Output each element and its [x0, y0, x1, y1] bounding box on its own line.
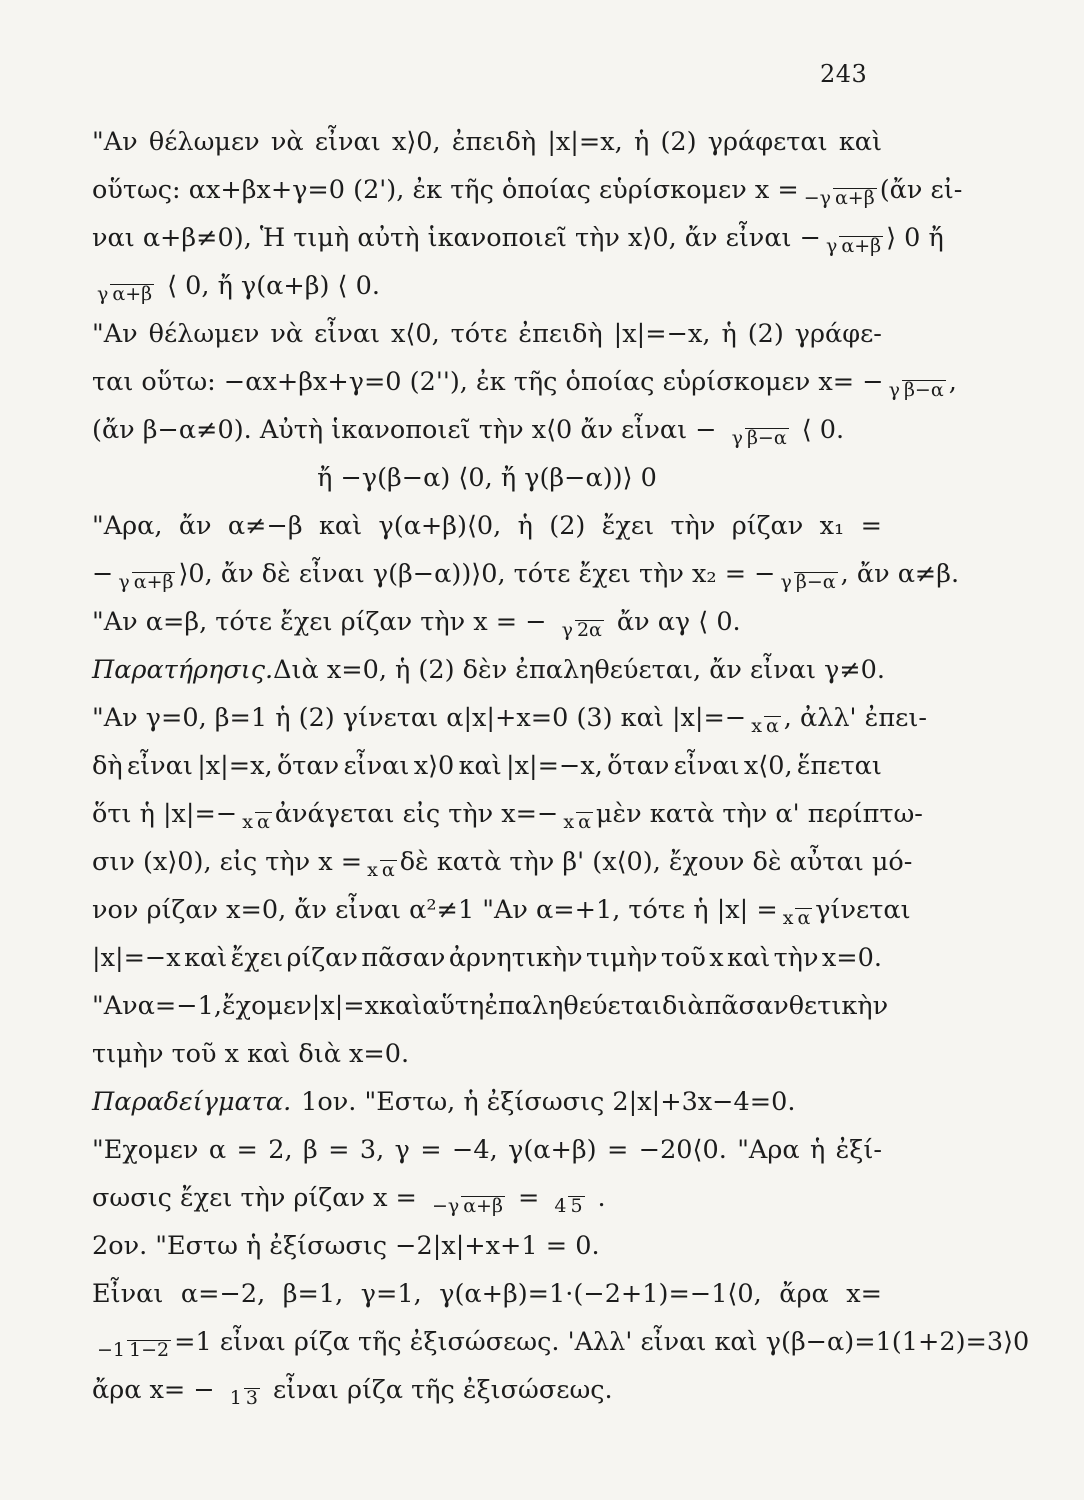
fraction	[560, 620, 604, 641]
text-run: , ἄν α≠β.	[840, 559, 960, 589]
text-run: ⟨ 0, ἤ γ(α+β) ⟨ 0.	[167, 271, 380, 301]
word: διὰ	[662, 991, 705, 1021]
word: θέλωμεν	[148, 319, 260, 349]
fraction	[781, 908, 813, 929]
fraction-numerator: γ	[561, 619, 573, 641]
text-line	[92, 1366, 882, 1414]
word: γ	[394, 1135, 410, 1165]
word: γ(α+β)	[508, 1135, 597, 1165]
fraction	[95, 284, 154, 305]
fraction	[779, 572, 838, 593]
word: καὶ	[838, 127, 882, 157]
word: εἶναι	[126, 751, 193, 781]
word: δὴ	[92, 751, 123, 781]
word: Εἶναι	[92, 1279, 164, 1309]
text-run: =1 εἶναι ρίζα τῆς ἐξισώσεως. 'Αλλ' εἶναι καὶ γ(β−α)=1(1+2)=3⟩0	[174, 1327, 1030, 1357]
fraction-denominator: α	[797, 907, 811, 929]
fraction-denominator: 5	[570, 1195, 583, 1217]
text-run: =	[517, 1183, 540, 1213]
fraction-denominator: β−α	[903, 379, 944, 401]
word: τιμὴν	[586, 943, 658, 973]
word: "Αν	[92, 991, 138, 1021]
text-run: ἤ −γ(β−α) ⟨0, ἤ γ(β−α))⟩ 0	[317, 463, 657, 493]
fraction-denominator: α+β	[112, 283, 153, 305]
text-run: σωσις ἔχει τὴν ρίζαν x =	[92, 1183, 417, 1213]
word: αὕτη	[422, 991, 485, 1021]
word: α=−2,	[180, 1279, 266, 1309]
fraction-numerator: x	[242, 811, 253, 833]
fraction-numerator: x	[782, 907, 794, 929]
text-line	[92, 262, 882, 310]
text-run: 1ον. "Εστω, ἡ ἐξίσωσις 2|x|+3x−4=0.	[301, 1087, 796, 1117]
fraction-denominator: α+β	[834, 187, 875, 209]
text-run: ἄρα x= −	[92, 1375, 215, 1405]
text-run	[92, 1126, 882, 1174]
word: θέλωμεν	[148, 127, 260, 157]
text-line	[92, 598, 882, 646]
text-line	[92, 1078, 882, 1126]
text-run	[92, 982, 889, 1030]
fraction	[95, 1340, 171, 1361]
word: "Εχομεν	[92, 1135, 199, 1165]
text-run: μὲν κατὰ τὴν α' περίπτω-	[595, 799, 923, 829]
text-run: ἀνάγεται εἰς τὴν x=−	[274, 799, 559, 829]
text-run	[92, 502, 882, 550]
fraction	[552, 1196, 584, 1217]
word: α=−1,	[137, 991, 222, 1021]
text-run: "Αν α=β, τότε ἔχει ρίζαν τὴν x = −	[92, 607, 547, 637]
text-run	[92, 934, 882, 982]
fraction-numerator: γ	[826, 235, 838, 257]
text-run: ναι α+β≠0), Ἡ τιμὴ αὐτὴ ἱκανοποιεῖ τὴν x⟩0, ἄν εἶναι −	[92, 223, 822, 253]
text-run: ,	[948, 367, 957, 397]
text-line	[92, 982, 889, 1030]
text-run: ⟩0, ἄν δὲ εἶναι γ(β−α))⟩0, τότε ἔχει τὴν x₂ = −	[178, 559, 776, 589]
word: γράφε-	[794, 319, 882, 349]
text-line	[92, 358, 957, 406]
word: |x|=−x	[92, 943, 181, 973]
text-line	[92, 646, 886, 694]
fraction	[561, 812, 593, 833]
text-line	[92, 742, 882, 790]
word: γράφεται	[707, 127, 828, 157]
text-line	[92, 1222, 882, 1270]
text-line	[92, 790, 923, 838]
word: |x|=−x,	[613, 319, 711, 349]
word: α	[208, 1135, 227, 1165]
word: καὶ	[458, 751, 502, 781]
word: ἀρνητικὴν	[448, 943, 583, 973]
fraction-denominator: α+β	[463, 1195, 503, 1217]
fraction-denominator: α	[578, 811, 591, 833]
word: καὶ	[379, 991, 423, 1021]
text-line	[92, 886, 911, 934]
fraction-denominator: 1−2	[129, 1339, 170, 1361]
word: ἡ	[633, 127, 650, 157]
text-run: ⟩ 0 ἤ	[886, 223, 944, 253]
word: ἔχει	[230, 943, 283, 973]
word: 2,	[268, 1135, 293, 1165]
word: εἶναι	[314, 319, 381, 349]
fraction-numerator: x	[751, 715, 762, 737]
word: πᾶσαν	[361, 943, 446, 973]
fraction	[824, 236, 883, 257]
fraction	[887, 380, 946, 401]
word: x⟨0,	[743, 751, 793, 781]
word: ἐπαληθεύεται	[484, 991, 663, 1021]
text-line	[92, 214, 944, 262]
word: ἕπεται	[796, 751, 882, 781]
text-run: ἄν αγ ⟨ 0.	[616, 607, 741, 637]
fraction	[228, 1388, 260, 1409]
word: x⟩0,	[391, 127, 441, 157]
word: |x|=x	[311, 991, 380, 1021]
text-line	[92, 1174, 882, 1222]
fraction	[430, 1196, 505, 1217]
text-line	[92, 1126, 882, 1174]
text-line	[92, 550, 960, 598]
word: ἐξί-	[835, 1135, 882, 1165]
word: "Αρα,	[92, 511, 163, 541]
text-line	[92, 1318, 1030, 1366]
italic-heading: Παρατήρησις.	[92, 655, 274, 685]
fraction	[749, 716, 781, 737]
text-line	[92, 406, 882, 454]
word: |x|=x,	[197, 751, 273, 781]
fraction-numerator: 1	[229, 1387, 242, 1409]
text-run: Διὰ x=0, ἡ (2) δὲν ἐπαληθεύεται, ἄν εἶναι γ≠0.	[273, 655, 886, 685]
word: x=0.	[821, 943, 882, 973]
fraction-numerator: γ	[780, 571, 792, 593]
fraction	[365, 860, 397, 881]
word: β	[302, 1135, 318, 1165]
page-number: 243	[820, 60, 868, 88]
word: ἐπειδὴ	[451, 127, 537, 157]
word: (2)	[747, 319, 784, 349]
word: "Αν	[92, 127, 138, 157]
word: 3,	[359, 1135, 385, 1165]
word: ἐπειδὴ	[518, 319, 603, 349]
fraction-denominator: 3	[245, 1387, 258, 1409]
word: τὴν	[670, 511, 716, 541]
body-text	[92, 118, 1030, 1414]
fraction	[116, 572, 175, 593]
word: εἶναι	[314, 127, 381, 157]
word: (2)	[660, 127, 697, 157]
text-line	[92, 118, 882, 166]
word: x₁	[819, 511, 845, 541]
text-run	[92, 118, 882, 166]
text-run	[92, 310, 882, 358]
word: καὶ	[727, 943, 771, 973]
text-run: ται οὕτω: −αx+βx+γ=0 (2''), ἐκ τῆς ὁποίας εὑρίσκομεν x= −	[92, 367, 884, 397]
text-line	[92, 1270, 882, 1318]
text-run: σιν (x⟩0), εἰς τὴν x =	[92, 847, 363, 877]
fraction	[730, 428, 789, 449]
fraction	[802, 188, 877, 209]
word: ἡ	[721, 319, 737, 349]
word: τὴν	[773, 943, 819, 973]
text-run: εἶναι ρίζα τῆς ἐξισώσεως.	[272, 1375, 613, 1405]
fraction-numerator: 4	[554, 1195, 567, 1217]
word: α≠−β	[227, 511, 303, 541]
word: εἶναι	[673, 751, 740, 781]
word: x⟨0,	[391, 319, 440, 349]
word: εἶναι	[343, 751, 410, 781]
fraction-denominator: α	[381, 859, 395, 881]
text-line	[92, 454, 882, 502]
word: =	[860, 511, 882, 541]
text-run: −	[92, 559, 114, 589]
word: πᾶσαν	[704, 991, 789, 1021]
word: τότε	[450, 319, 508, 349]
text-run: "Αν γ=0, β=1 ἡ (2) γίνεται α|x|+x=0 (3) καὶ |x|=−	[92, 703, 747, 733]
word: =	[328, 1135, 350, 1165]
fraction-numerator: γ	[118, 571, 130, 593]
fraction-numerator: x	[367, 859, 378, 881]
word: γ(α+β)=1·(−2+1)=−1⟨0,	[439, 1279, 762, 1309]
word: "Αρα	[737, 1135, 800, 1165]
text-run: .	[597, 1183, 606, 1213]
word: ὅταν	[276, 751, 340, 781]
word: =	[606, 1135, 629, 1165]
text-line	[92, 166, 963, 214]
text-run: ὅτι ἡ |x|=−	[92, 799, 238, 829]
word: θετικὴν	[788, 991, 889, 1021]
word: |x|=x,	[547, 127, 623, 157]
text-run: (ἄν εἰ-	[879, 175, 963, 205]
text-line	[92, 502, 882, 550]
text-run	[92, 742, 882, 790]
word: νὰ	[270, 319, 304, 349]
fraction-numerator: γ	[888, 379, 900, 401]
word: =	[420, 1135, 442, 1165]
text-run: νον ρίζαν x=0, ἄν εἶναι α²≠1 "Αν α=+1, τότε ἡ |x| =	[92, 895, 778, 925]
word: ὅταν	[607, 751, 670, 781]
fraction-numerator: −γ	[803, 187, 831, 209]
word: γ(α+β)⟨0,	[378, 511, 502, 541]
word: |x|=−x,	[506, 751, 603, 781]
text-run: τιμὴν τοῦ x καὶ διὰ x=0.	[92, 1039, 410, 1069]
word: (2)	[549, 511, 586, 541]
fraction-denominator: α+β	[841, 235, 882, 257]
text-line	[92, 838, 913, 886]
word: =	[236, 1135, 258, 1165]
fraction-denominator: 2α	[576, 619, 602, 641]
word: ἔχει	[601, 511, 655, 541]
fraction-denominator: β−α	[746, 427, 787, 449]
text-line	[92, 694, 927, 742]
word: x=	[846, 1279, 882, 1309]
text-run: γίνεται	[815, 895, 911, 925]
word: ρίζαν	[731, 511, 804, 541]
word: −4,	[452, 1135, 498, 1165]
word: x⟩0	[413, 751, 455, 781]
text-run: , ἀλλ' ἐπει-	[783, 703, 927, 733]
fraction-denominator: α+β	[133, 571, 174, 593]
fraction-numerator: x	[563, 811, 575, 833]
text-run: (ἄν β−α≠0). Αὐτὴ ἱκανοποιεῖ τὴν x⟨0 ἄν εἶναι −	[92, 415, 717, 445]
word: νὰ	[270, 127, 304, 157]
fraction	[240, 812, 272, 833]
word: τοῦ	[660, 943, 706, 973]
word: καὶ	[318, 511, 363, 541]
word: x	[709, 943, 724, 973]
fraction-denominator: β−α	[795, 571, 836, 593]
word: "Αν	[92, 319, 138, 349]
fraction-denominator: α	[765, 715, 779, 737]
word: β=1,	[282, 1279, 344, 1309]
fraction-numerator: −1	[97, 1339, 126, 1361]
text-line	[92, 310, 882, 358]
fraction-numerator: γ	[97, 283, 109, 305]
word: ἡ	[517, 511, 533, 541]
text-run	[92, 1270, 882, 1318]
word: −20⟨0.	[638, 1135, 727, 1165]
fraction-numerator: γ	[731, 427, 743, 449]
fraction-denominator: α	[256, 811, 270, 833]
word: ἡ	[809, 1135, 826, 1165]
word: γ=1,	[360, 1279, 422, 1309]
fraction-numerator: −γ	[431, 1195, 460, 1217]
text-run: 2ον. "Εστω ἡ ἐξίσωσις −2|x|+x+1 = 0.	[92, 1231, 600, 1261]
word: καὶ	[184, 943, 228, 973]
text-line	[92, 1030, 882, 1078]
word: ἄρα	[779, 1279, 829, 1309]
italic-heading: Παραδείγματα.	[92, 1087, 292, 1117]
text-run: ⟨ 0.	[801, 415, 845, 445]
word: ἄν	[178, 511, 212, 541]
text-run: οὕτως: αx+βx+γ=0 (2'), ἐκ τῆς ὁποίας εὑρίσκομεν x =	[92, 175, 799, 205]
text-line	[92, 934, 882, 982]
word: ρίζαν	[286, 943, 358, 973]
text-run: δὲ κατὰ τὴν β' (x⟨0), ἔχουν δὲ αὖται μό-	[399, 847, 913, 877]
word: ἔχομεν	[221, 991, 312, 1021]
